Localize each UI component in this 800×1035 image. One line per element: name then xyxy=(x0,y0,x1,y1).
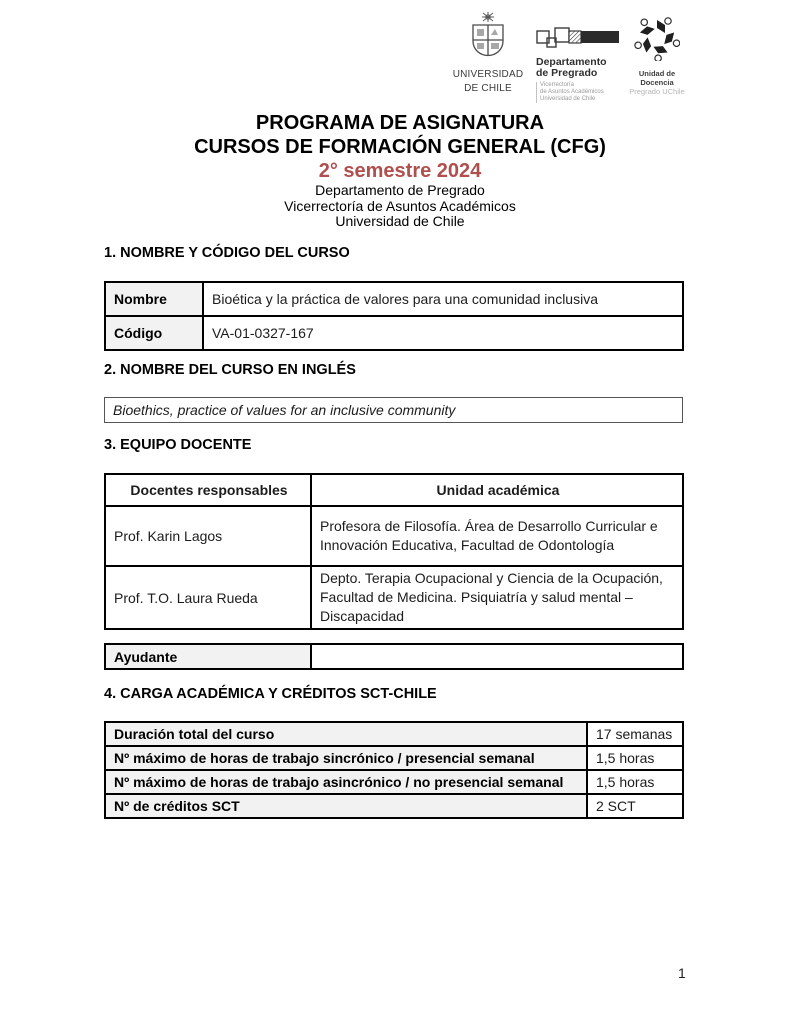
uchile-logo-text-line1: UNIVERSIDAD xyxy=(452,69,524,80)
pregrado-logo-title-line1: Departamento xyxy=(536,56,607,68)
title-block xyxy=(0,111,800,230)
subtitle-universidad: Universidad de Chile xyxy=(335,213,465,229)
table-row xyxy=(105,506,683,566)
horas-sincronico-value-cell: 1,5 horas xyxy=(587,746,683,770)
creditos-value-cell: 2 SCT xyxy=(587,794,683,818)
document-title-line1: PROGRAMA DE ASIGNATURA xyxy=(255,112,545,134)
logo-unidad-docencia xyxy=(622,15,692,96)
logo-universidad-de-chile xyxy=(448,12,528,94)
docencia-logo-text-line1: Unidad de Docencia xyxy=(638,69,676,87)
uchile-crest-icon xyxy=(458,49,518,66)
table-header-row xyxy=(105,474,683,506)
nombre-value-cell: Bioética y la práctica de valores para una comunidad inclusiva xyxy=(203,282,683,316)
table-row xyxy=(105,316,683,350)
academic-load-table xyxy=(104,721,684,819)
teacher-1-cell: Prof. Karin Lagos xyxy=(105,506,311,566)
table-row xyxy=(105,282,683,316)
teaching-team-table xyxy=(104,473,684,630)
docencia-logo-text-line2: Pregrado UChile xyxy=(629,87,685,96)
document-title-line2: CURSOS DE FORMACIÓN GENERAL (CFG) xyxy=(194,136,606,158)
ayudante-value-cell xyxy=(311,644,683,669)
logo-departamento-pregrado xyxy=(536,27,628,103)
assistant-table xyxy=(104,643,684,670)
pregrado-logo-subtext xyxy=(536,82,628,103)
course-name-code-table xyxy=(104,281,684,351)
codigo-label-cell: Código xyxy=(105,316,203,350)
unit-1-cell: Profesora de Filosofía. Área de Desarrollo Curricular e Innovación Educativa, Facultad de Odontología xyxy=(311,506,683,566)
pregrado-sub-line2: de Asuntos Académicos xyxy=(540,89,604,95)
section2-heading: 2. NOMBRE DEL CURSO EN INGLÉS xyxy=(104,362,356,378)
creditos-label-cell: Nº de créditos SCT xyxy=(105,794,587,818)
table-row xyxy=(105,794,683,818)
table-row xyxy=(105,566,683,629)
table-row xyxy=(105,770,683,794)
pregrado-squares-icon xyxy=(536,36,622,53)
section1-heading: 1. NOMBRE Y CÓDIGO DEL CURSO xyxy=(104,245,350,261)
pregrado-sub-line3: Universidad de Chile xyxy=(540,96,596,102)
semester-subtitle: 2° semestre 2024 xyxy=(318,160,482,182)
table-row xyxy=(105,644,683,669)
section3-heading: 3. EQUIPO DOCENTE xyxy=(104,437,252,453)
pregrado-sub-line1: Vicerrectoría xyxy=(540,82,574,88)
horas-asincronico-label-cell: Nº máximo de horas de trabajo asincrónico / no presencial semanal xyxy=(105,770,587,794)
page-number: 1 xyxy=(678,965,686,981)
horas-asincronico-value-cell: 1,5 horas xyxy=(587,770,683,794)
table-row xyxy=(105,746,683,770)
nombre-label-cell: Nombre xyxy=(105,282,203,316)
subtitle-vicerrectoria: Vicerrectoría de Asuntos Académicos xyxy=(284,197,516,214)
english-name-box: Bioethics, practice of values for an inclusive community xyxy=(104,397,683,423)
duracion-value-cell: 17 semanas xyxy=(587,722,683,746)
section4-heading: 4. CARGA ACADÉMICA Y CRÉDITOS SCT-CHILE xyxy=(104,686,437,702)
subtitle-departamento: Departamento de Pregrado xyxy=(315,182,485,198)
docentes-header-cell: Docentes responsables xyxy=(105,474,311,506)
unidad-header-cell: Unidad académica xyxy=(311,474,683,506)
pregrado-logo-title-line2: de Pregrado xyxy=(536,67,598,79)
table-row xyxy=(105,722,683,746)
duracion-label-cell: Duración total del curso xyxy=(105,722,587,746)
unit-2-cell: Depto. Terapia Ocupacional y Ciencia de la Ocupación, Facultad de Medicina. Psiquiatría y salud mental – Discapacidad xyxy=(311,566,683,629)
codigo-value-cell: VA-01-0327-167 xyxy=(203,316,683,350)
horas-sincronico-label-cell: Nº máximo de horas de trabajo sincrónico / presencial semanal xyxy=(105,746,587,770)
uchile-logo-text-line2: DE CHILE xyxy=(464,82,512,94)
docencia-pinwheel-icon xyxy=(634,48,680,65)
ayudante-label-cell: Ayudante xyxy=(105,644,311,669)
teacher-2-cell: Prof. T.O. Laura Rueda xyxy=(105,566,311,629)
